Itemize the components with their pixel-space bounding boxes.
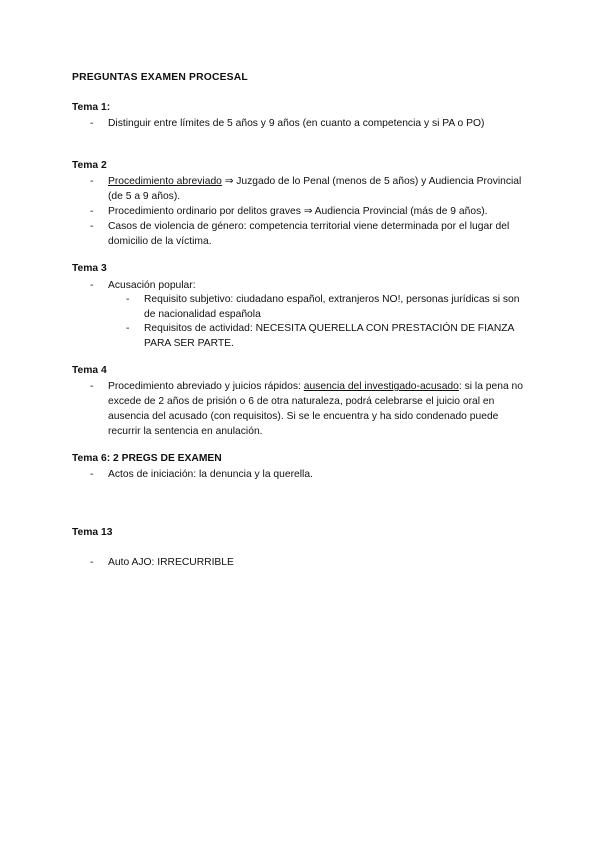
list-item-text: Auto AJO: IRRECURRIBLE bbox=[108, 557, 234, 568]
section-heading-tema-3: Tema 3 bbox=[72, 263, 107, 274]
bullet-dash: - bbox=[90, 206, 94, 217]
sub-list-item-text: Requisito subjetivo: ciudadano español, extranjeros NO!, personas jurídicas si son de nacionalidad española bbox=[144, 294, 520, 320]
section-heading-tema-4: Tema 4 bbox=[72, 365, 107, 376]
list-item-text: Casos de violencia de género: competencia territorial viene determinada por el lugar del domicilio de la víctima. bbox=[108, 221, 510, 247]
section-heading-tema-6: Tema 6: 2 PREGS DE EXAMEN bbox=[72, 453, 222, 464]
section-heading-tema-1: Tema 1: bbox=[72, 102, 111, 113]
document-title: PREGUNTAS EXAMEN PROCESAL bbox=[72, 72, 248, 83]
bullet-dash: - bbox=[90, 381, 94, 392]
list-item-text: Acusación popular: bbox=[108, 280, 196, 291]
bullet-dash: - bbox=[90, 221, 94, 232]
bullet-dash: - bbox=[90, 469, 94, 480]
bullet-dash: - bbox=[90, 280, 94, 291]
list-item-text: Distinguir entre límites de 5 años y 9 años (en cuanto a competencia y si PA o PO) bbox=[108, 118, 485, 129]
bullet-dash: - bbox=[126, 323, 130, 334]
list-item-text bbox=[108, 174, 526, 204]
list-item-intro: Procedimiento abreviado y juicios rápidos: bbox=[108, 381, 304, 392]
underlined-term: Procedimiento abreviado bbox=[108, 176, 222, 187]
bullet-dash: - bbox=[90, 176, 94, 187]
list-item-rest: ⇒ Juzgado de lo Penal (menos de 5 años) y Audiencia Provincial (de 5 a 9 años). bbox=[108, 176, 522, 202]
bullet-dash: - bbox=[90, 118, 94, 129]
bullet-dash: - bbox=[126, 294, 130, 305]
sub-list-item-text: Requisitos de actividad: NECESITA QUERELLA CON PRESTACIÓN DE FIANZA PARA SER PARTE. bbox=[144, 323, 514, 349]
section-heading-tema-13: Tema 13 bbox=[72, 527, 113, 538]
section-heading-tema-2: Tema 2 bbox=[72, 160, 107, 171]
underlined-term: ausencia del investigado-acusado bbox=[303, 381, 459, 392]
list-item-text: Actos de iniciación: la denuncia y la querella. bbox=[108, 469, 313, 480]
list-item-text bbox=[108, 379, 526, 439]
list-item-rest: : si la pena no excede de 2 años de prisión o 6 de otra naturaleza, podrá celebrarse el juicio oral en ausencia del acusado (con requisitos). Si se le encuentra y ha sido condenado puede recurrir la sentencia en anulación. bbox=[108, 381, 524, 437]
list-item-text: Procedimiento ordinario por delitos graves ⇒ Audiencia Provincial (más de 9 años). bbox=[108, 206, 488, 217]
bullet-dash: - bbox=[90, 557, 94, 568]
